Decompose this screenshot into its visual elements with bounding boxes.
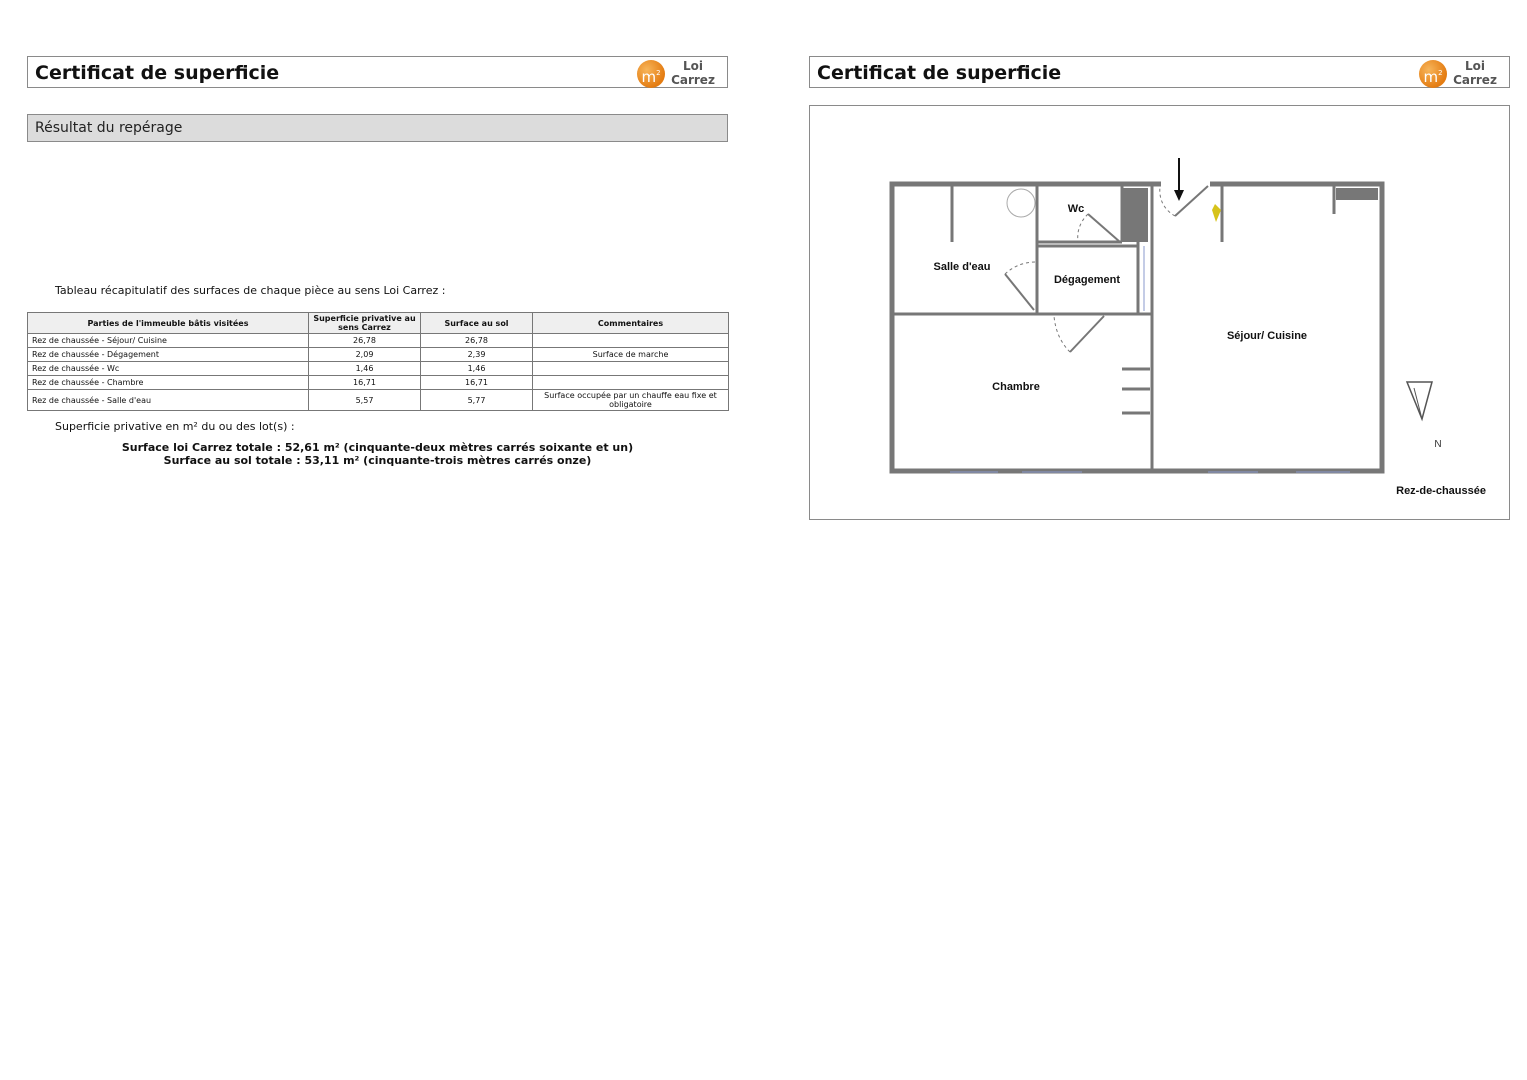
level-label: Rez-de-chaussée (1396, 485, 1486, 497)
marker-icon (1212, 204, 1221, 222)
room-label-chambre: Chambre (992, 381, 1040, 393)
cell-comment (533, 376, 729, 390)
cell-sol: 1,46 (421, 362, 533, 376)
cell-carrez: 1,46 (309, 362, 421, 376)
table-row (28, 348, 729, 362)
floor-plan (809, 105, 1510, 520)
table-intro: Tableau récapitulatif des surfaces de chaque pièce au sens Loi Carrez : (55, 284, 446, 297)
privative-label: Superficie privative en m² du ou des lot(s) : (55, 420, 295, 433)
cell-piece: Rez de chaussée - Salle d'eau (28, 390, 309, 411)
cell-carrez: 2,09 (309, 348, 421, 362)
total-sol: Surface au sol totale : 53,11 m² (cinquante-trois mètres carrés onze) (163, 454, 592, 467)
logo-text-line1: Loi (1464, 59, 1485, 73)
certificate-title: Certificat de superficie (35, 62, 280, 84)
table-header-row (28, 313, 729, 334)
entrance-arrow-icon (1174, 158, 1184, 201)
certificate-title: Certificat de superficie (817, 62, 1062, 84)
loi-carrez-logo (1419, 58, 1497, 88)
column-header-commentaires: Commentaires (533, 313, 729, 334)
cell-piece: Rez de chaussée - Wc (28, 362, 309, 376)
north-arrow-icon (1407, 382, 1432, 419)
cell-piece: Rez de chaussée - Chambre (28, 376, 309, 390)
cell-sol: 26,78 (421, 334, 533, 348)
column-header-piece: Parties de l'immeuble bâtis visitées (28, 313, 309, 334)
cell-piece: Rez de chaussée - Séjour/ Cuisine (28, 334, 309, 348)
right-page (809, 56, 1510, 520)
left-page (27, 56, 728, 467)
cell-sol: 5,77 (421, 390, 533, 411)
cell-sol: 16,71 (421, 376, 533, 390)
loi-carrez-logo (637, 58, 715, 88)
m2-logo-icon: $m^2$ (637, 60, 665, 88)
room-label-salle-deau: Salle d'eau (933, 261, 991, 273)
cell-carrez: 5,57 (309, 390, 421, 411)
column-header-carrez: Superficie privative au sens Carrez (309, 313, 421, 334)
total-carrez: Surface loi Carrez totale : 52,61 m² (cinquante-deux mètres carrés soixante et un) (121, 441, 634, 454)
table-row (28, 390, 729, 411)
floor-plan-drawing (810, 106, 1509, 519)
cell-comment: Surface de marche (533, 348, 729, 362)
cell-comment (533, 334, 729, 348)
cell-carrez: 26,78 (309, 334, 421, 348)
surface-table (27, 312, 729, 411)
room-label-wc: Wc (1067, 203, 1085, 215)
column-header-sol: Surface au sol (421, 313, 533, 334)
m2-logo-icon: $m^2$ (1419, 60, 1447, 88)
plan-doors (1005, 186, 1208, 352)
logo-text-line1: Loi (682, 59, 703, 73)
table-row (28, 362, 729, 376)
cell-comment: Surface occupée par un chauffe eau fixe et obligatoire (533, 390, 729, 411)
cell-carrez: 16,71 (309, 376, 421, 390)
logo-text-line2: Carrez (1453, 73, 1497, 87)
certificate-header (809, 56, 1510, 88)
section-title: Résultat du repérage (27, 114, 728, 142)
cell-comment (533, 362, 729, 376)
cupboard (1122, 188, 1148, 242)
cell-sol: 2,39 (421, 348, 533, 362)
cupboard (1336, 188, 1378, 200)
north-label: N (1434, 439, 1442, 450)
plan-inner-walls (892, 184, 1334, 471)
room-label-degagement: Dégagement (1053, 274, 1121, 286)
room-label-sejour: Séjour/ Cuisine (1226, 330, 1308, 342)
fixture-circle (1007, 189, 1035, 217)
table-row (28, 334, 729, 348)
certificate-header (27, 56, 728, 88)
table-row (28, 376, 729, 390)
cell-piece: Rez de chaussée - Dégagement (28, 348, 309, 362)
logo-text-line2: Carrez (671, 73, 715, 87)
